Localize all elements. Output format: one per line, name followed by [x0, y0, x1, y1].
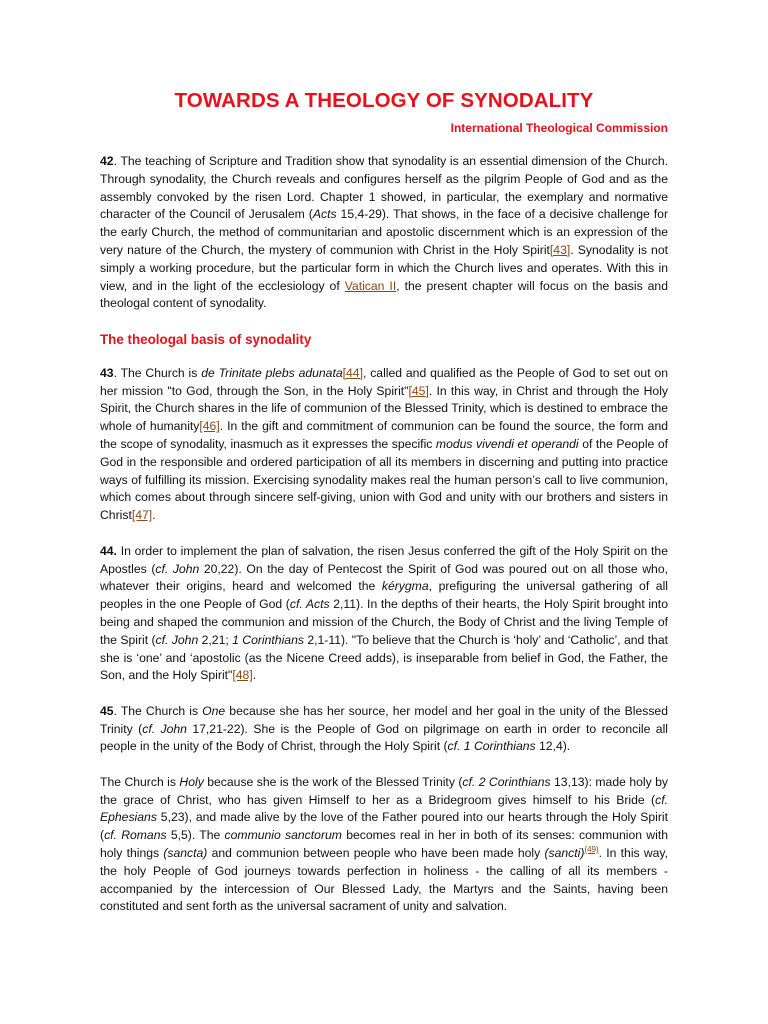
footnote-link-49[interactable]: (49): [584, 844, 599, 854]
paragraph-42: 42. The teaching of Scripture and Tradition show that synodality is an essential dimension of the Church. Through synodality, the Church reveals and configures herself as the pilgrim People of God and as the assembly convoked by the risen Lord. Chapter 1 showed, in particular, the exemplary and normative character of the Council of Jerusalem (Acts 15,4-29). That shows, in the face of a decisive challenge for the early Church, the method of communitarian and apostolic discernment which is an expression of the very nature of the Church, the mystery of communion with Christ in the Holy Spirit[43]. Synodality is not simply a working procedure, but the particular form in which the Church lives and operates. With this in view, and in the light of the ecclesiology of Vatican II, the present chapter will focus on the basis and theologal content of synodality.: [100, 154, 669, 311]
footnote-link-45[interactable]: [45]: [408, 383, 429, 398]
paragraph-44: 44. In order to implement the plan of salvation, the risen Jesus conferred the gift of the Holy Spirit on the Apostles (cf. John 20,22). On the day of Pentecost the Spirit of God was poured out on all those who, whatever their origins, heard and welcomed the kérygma, prefiguring the universal gathering of all peoples in the one People of God (cf. Acts 2,11). In the depths of their hearts, the Holy Spirit brought into being and shaped the communion and mission of the Church, the Body of Christ and the living Temple of the Spirit (cf. John 2,21; 1 Corinthians 2,1-11). "To believe that the Church is ‘holy’ and ‘Catholic’, and that she is ‘one’ and ‘apostolic (as the Nicene Creed adds), is inseparable from belief in God, the Father, the Son, and the Holy Spirit"[48].: [100, 543, 668, 683]
vatican-ii-link[interactable]: Vatican II: [344, 278, 397, 293]
footnote-link-44[interactable]: [44]: [342, 365, 363, 380]
footnote-link-43[interactable]: [43]: [549, 242, 571, 257]
document-title: TOWARDS A THEOLOGY OF SYNODALITY: [174, 89, 594, 112]
paragraph-number: 45: [100, 703, 114, 718]
footnote-link-46[interactable]: [46]: [199, 419, 220, 434]
paragraph-43: 43. The Church is de Trinitate plebs adunata[44], called and qualified as the People of God to set out on her mission "to God, through the Son, in the Holy Spirit"[45]. In this way, in Christ and through the Holy Spirit, the Church shares in the life of communion of the Blessed Trinity, which is destined to embrace the whole of humanity[46]. In the gift and commitment of communion can be found the source, the form and the scope of synodality, inasmuch as it expresses the specific modus vivendi et operandi of the People of God in the responsible and ordered participation of all its members in discerning and putting into practice ways of fulfilling its mission. Exercising synodality makes real the human person’s call to live communion, which comes about through sincere self-giving, union with God and unity with our brothers and sisters in Christ[47].: [100, 365, 669, 523]
paragraph-45-holy: The Church is Holy because she is the work of the Blessed Trinity (cf. 2 Corinthians 13,13): made holy by the grace of Christ, who has given Himself to her as a Bridegroom gives himself to his Bride (cf. Ephesians 5,23), and made alive by the love of the Father poured into our hearts through the Holy Spirit (cf. Romans 5,5). The communio sanctorum becomes real in her in both of its senses: communion with holy things (sancta) and communion between people who have been made holy (sancti)$^{(49)}$. In this way, the holy People of God journeys towards perfection in holiness - the calling of all its members - accompanied by the intercession of Our Blessed Lady, the Martyrs and the Saints, having been constituted and sent forth as the universal sacrament of unity and salvation.: [100, 774, 668, 914]
document-subtitle: International Theological Commission: [450, 121, 668, 135]
section-heading: The theologal basis of synodality: [100, 331, 312, 347]
paragraph-number: 43: [100, 365, 114, 380]
paragraph-45: 45. The Church is One because she has her source, her model and her goal in the unity of the Blessed Trinity (cf. John 17,21-22). She is the People of God on pilgrimage on earth in order to reconcile all people in the unity of the Body of Christ, through the Holy Spirit (cf. 1 Corinthians 12,4).: [100, 703, 669, 754]
paragraph-number: 42: [100, 154, 114, 168]
footnote-link-47[interactable]: [47]: [131, 508, 153, 523]
footnote-link-48[interactable]: [48]: [232, 668, 253, 683]
paragraph-number: 44.: [100, 543, 117, 558]
